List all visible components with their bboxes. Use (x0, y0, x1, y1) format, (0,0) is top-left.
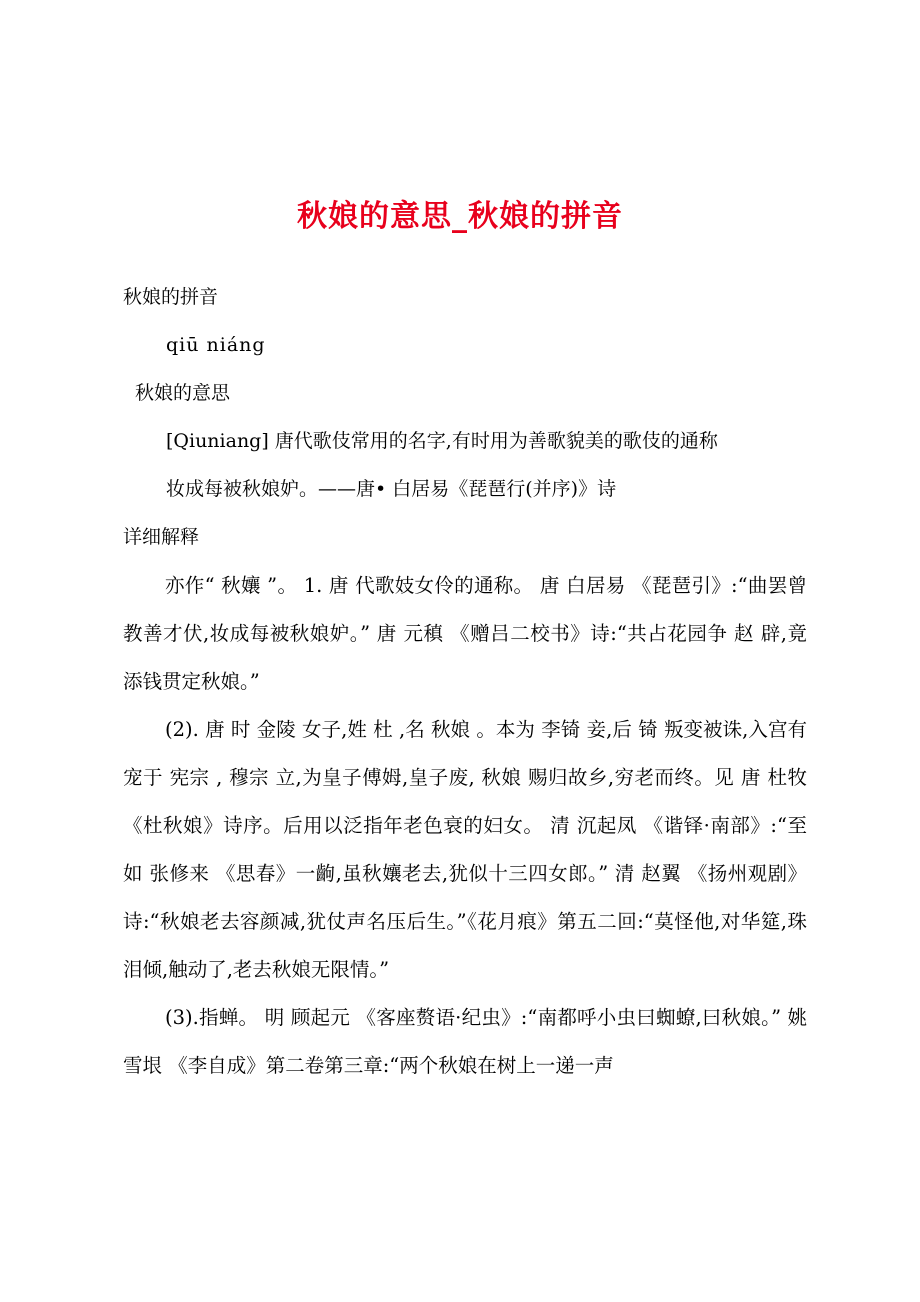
pinyin-value: qiū niáng (166, 334, 266, 356)
meaning-example: 妆成每被秋娘妒。——唐• 白居易《琵琶行(并序)》诗 (166, 478, 617, 500)
detail-body (123, 562, 807, 1090)
detail-paragraph-1: 亦作“ 秋孃 ”。 1. 唐 代歌妓女伶的通称。 唐 白居易 《琵琶引》:“曲罢曾教善才伏,妆成每被秋娘妒。” 唐 元稹 《赠吕二校书》诗:“共占花园争 赵 辟,竟添钱贯定秋娘。” (123, 574, 807, 693)
pinyin-heading: 秋娘的拼音 (123, 286, 219, 308)
detail-paragraph-3: (3).指蝉。 明 顾起元 《客座赘语·纪虫》:“南都呼小虫曰蜘蟟,曰秋娘。” 姚雪垠 《李自成》第二卷第三章:“两个秋娘在树上一递一声 (123, 1006, 807, 1077)
meaning-heading: 秋娘的意思 (135, 382, 231, 404)
detail-heading: 详细解释 (123, 526, 200, 548)
detail-paragraph-2: (2). 唐 时 金陵 女子,姓 杜 ,名 秋娘 。本为 李锜 妾,后 锜 叛变被诛,入宫有宠于 宪宗 , 穆宗 立,为皇子傅姆,皇子废, 秋娘 赐归故乡,穷老而终。见 唐 杜牧 《杜秋娘》诗序。后用以泛指年老色衰的妇女。 清 沉起凤 《谐铎·南部》:“至如 张修来 《思春》一齣,虽秋孃老去,犹似十三四女郎。” 清 赵翼 《扬州观剧》诗:“秋娘老去容颜减,犹仗声名压后生。”《花月痕》第五二回:“莫怪他,对华筵,珠泪倾,触动了,老去秋娘无限情。” (123, 718, 807, 981)
meaning-definition: [Qiuniang] 唐代歌伎常用的名字,有时用为善歌貌美的歌伎的通称 (166, 430, 718, 452)
page-title: 秋娘的意思_秋娘的拼音 (297, 199, 623, 234)
